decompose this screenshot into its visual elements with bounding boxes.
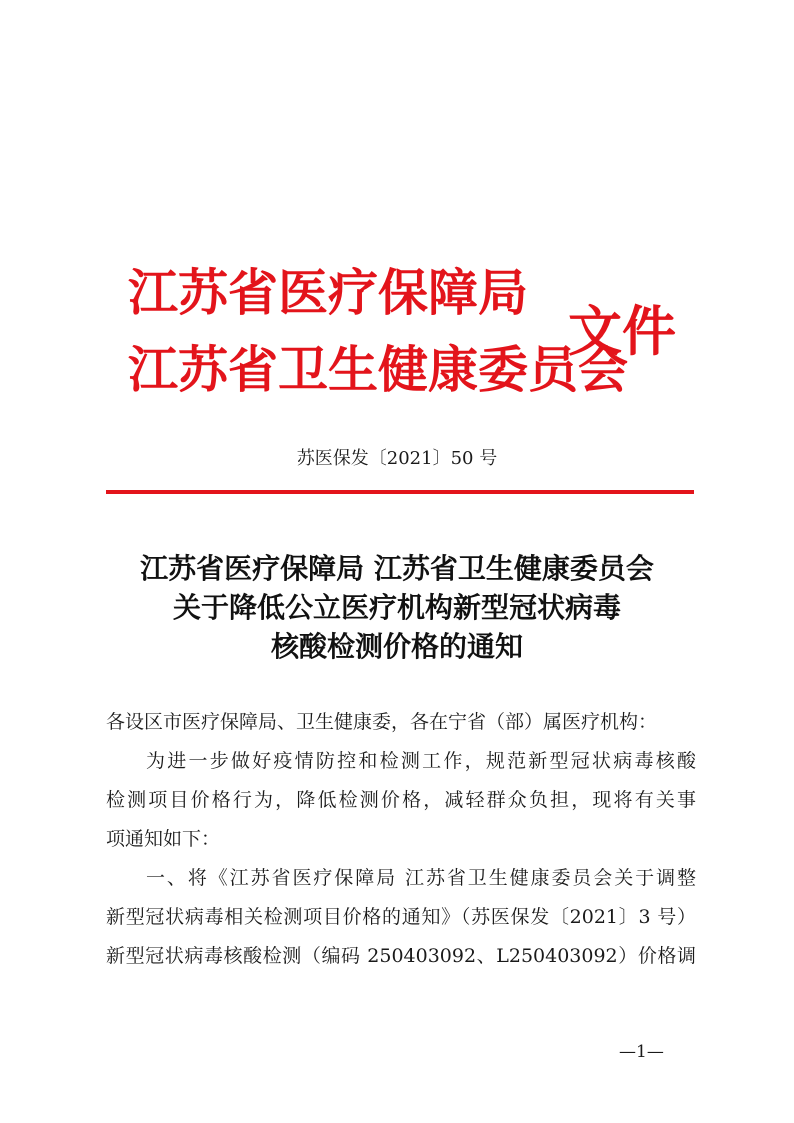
issuing-agency-1: 江苏省医疗保障局 — [128, 263, 528, 322]
body-text-line: 项通知如下： — [106, 828, 221, 850]
red-separator-line — [106, 490, 694, 494]
notice-title-line-3: 核酸检测价格的通知 — [270, 630, 523, 663]
document-word: 文件 — [568, 299, 676, 363]
issuing-agency-2: 江苏省卫生健康委员会 — [128, 340, 628, 399]
body-text-line: 新型冠状病毒核酸检测（编码 250403092、L250403092）价格调 — [106, 945, 696, 967]
addressee-line: 各设区市医疗保障局、卫生健康委，各在宁省（部）属医疗机构： — [106, 711, 658, 733]
notice-title-line-2: 关于降低公立医疗机构新型冠状病毒 — [172, 591, 621, 624]
page-number: —1— — [619, 1042, 664, 1062]
body-text-line: 一、将《江苏省医疗保障局 江苏省卫生健康委员会关于调整 — [146, 867, 696, 889]
body-text-line: 为进一步做好疫情防控和检测工作，规范新型冠状病毒核酸 — [146, 750, 696, 772]
body-text-line: 新型冠状病毒相关检测项目价格的通知》（苏医保发〔2021〕3 号） — [106, 906, 696, 928]
document-number: 苏医保发〔2021〕50 号 — [296, 448, 498, 469]
notice-title-line-1: 江苏省医疗保障局 江苏省卫生健康委员会 — [140, 552, 654, 585]
body-text-line: 检测项目价格行为，降低检测价格，减轻群众负担，现将有关事 — [106, 789, 696, 811]
